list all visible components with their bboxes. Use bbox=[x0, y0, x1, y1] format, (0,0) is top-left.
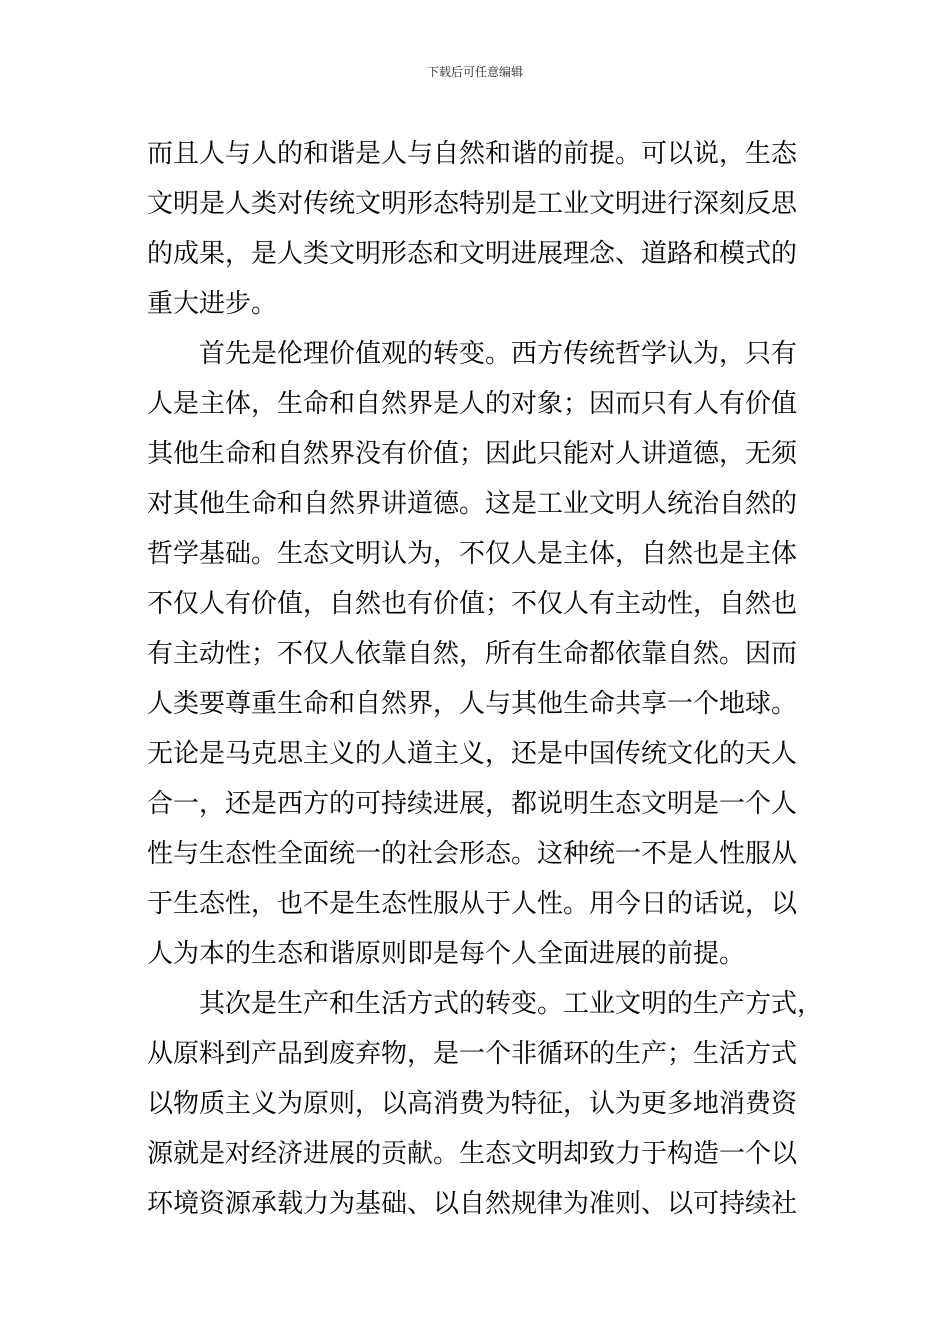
text-line: 的成果，是人类文明形态和文明进展理念、道路和模式的 bbox=[147, 239, 798, 269]
text-line: 性与生态性全面统一的社会形态。这种统一不是人性服从 bbox=[147, 839, 798, 869]
text-line: 其次是生产和生活方式的转变。工业文明的生产方式， bbox=[147, 989, 824, 1019]
text-line: 而且人与人的和谐是人与自然和谐的前提。可以说，生态 bbox=[147, 139, 798, 169]
text-line: 首先是伦理价值观的转变。西方传统哲学认为，只有 bbox=[147, 339, 798, 369]
text-line: 有主动性；不仅人依靠自然，所有生命都依靠自然。因而 bbox=[147, 639, 798, 669]
text-line: 对其他生命和自然界讲道德。这是工业文明人统治自然的 bbox=[147, 489, 798, 519]
text-line: 环境资源承载力为基础、以自然规律为准则、以可持续社 bbox=[147, 1189, 798, 1219]
body-text bbox=[147, 129, 824, 1229]
text-line: 于生态性，也不是生态性服从于人性。用今日的话说，以 bbox=[147, 889, 798, 919]
page-header: 下载后可任意编辑 bbox=[426, 65, 523, 79]
text-line: 重大进步。 bbox=[147, 289, 278, 319]
text-line: 人是主体，生命和自然界是人的对象；因而只有人有价值 bbox=[147, 389, 798, 419]
text-line: 无论是马克思主义的人道主义，还是中国传统文化的天人 bbox=[147, 739, 798, 769]
text-line: 不仅人有价值，自然也有价值；不仅人有主动性，自然也 bbox=[147, 589, 798, 619]
text-line: 哲学基础。生态文明认为，不仅人是主体，自然也是主体 bbox=[147, 539, 798, 569]
text-line: 人类要尊重生命和自然界，人与其他生命共享一个地球。 bbox=[147, 689, 798, 719]
text-line: 其他生命和自然界没有价值；因此只能对人讲道德，无须 bbox=[147, 439, 798, 469]
text-line: 人为本的生态和谐原则即是每个人全面进展的前提。 bbox=[147, 939, 746, 969]
text-line: 从原料到产品到废弃物，是一个非循环的生产；生活方式 bbox=[147, 1039, 798, 1069]
text-line: 文明是人类对传统文明形态特别是工业文明进行深刻反思 bbox=[147, 189, 798, 219]
text-line: 源就是对经济进展的贡献。生态文明却致力于构造一个以 bbox=[147, 1139, 798, 1169]
text-line: 合一，还是西方的可持续进展，都说明生态文明是一个人 bbox=[147, 789, 798, 819]
text-line: 以物质主义为原则，以高消费为特征，认为更多地消费资 bbox=[147, 1089, 798, 1119]
